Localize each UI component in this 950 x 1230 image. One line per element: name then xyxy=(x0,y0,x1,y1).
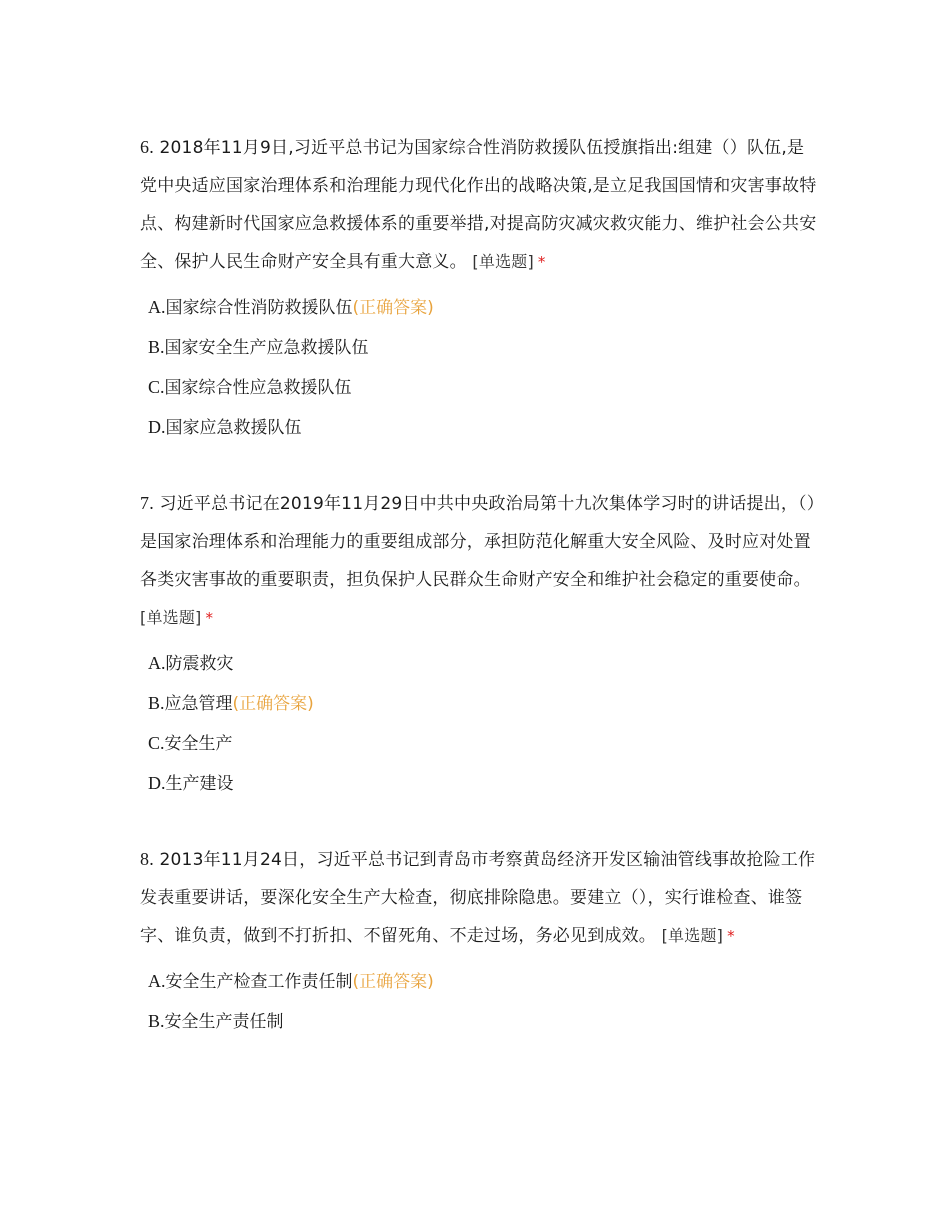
option-text: 安全生产检查工作责任制 xyxy=(165,972,353,992)
option-a xyxy=(148,643,820,683)
option-b xyxy=(148,1001,820,1041)
option-text: 国家综合性应急救援队伍 xyxy=(164,378,352,398)
option-letter: B. xyxy=(148,693,165,713)
option-a xyxy=(148,287,820,327)
option-text: 安全生产责任制 xyxy=(164,1012,284,1032)
option-list xyxy=(148,961,820,1041)
option-text: 国家综合性消防救援队伍 xyxy=(165,298,353,318)
option-text: 安全生产 xyxy=(164,734,233,754)
question-number: 6. xyxy=(140,137,154,157)
option-letter: A. xyxy=(148,297,166,317)
question-stem xyxy=(140,484,820,637)
option-letter: A. xyxy=(148,653,166,673)
option-letter: B. xyxy=(148,1011,165,1031)
option-d xyxy=(148,407,820,447)
correct-answer-label: (正确答案) xyxy=(352,298,434,318)
option-text: 国家安全生产应急救援队伍 xyxy=(164,338,369,358)
option-a xyxy=(148,961,820,1001)
option-text: 生产建设 xyxy=(165,774,234,794)
question-type-label: [单选题] xyxy=(140,608,202,627)
option-letter: D. xyxy=(148,417,166,437)
option-letter: C. xyxy=(148,377,165,397)
option-list xyxy=(148,643,820,803)
correct-answer-label: (正确答案) xyxy=(232,694,314,714)
option-letter: B. xyxy=(148,337,165,357)
option-text: 防震救灾 xyxy=(165,654,234,674)
option-d xyxy=(148,763,820,803)
question-type-label: [单选题] xyxy=(472,252,534,271)
question-text: 习近平总书记在2019年11月29日中共中央政治局第十九次集体学习时的讲话提出，（）是国家治理体系和治理能力的重要组成部分，承担防范化解重大安全风险、及时应对处置各类灾害事故的重要职责，担负保护人民群众生命财产安全和维护社会稳定的重要使命。 xyxy=(140,494,816,590)
question-type-label: [单选题] xyxy=(661,926,724,945)
question-stem xyxy=(140,128,820,281)
option-letter: C. xyxy=(148,733,165,753)
option-text: 国家应急救援队伍 xyxy=(165,418,302,438)
option-b xyxy=(148,327,820,367)
correct-answer-label: (正确答案) xyxy=(352,972,434,992)
option-text: 应急管理 xyxy=(164,694,233,714)
option-c xyxy=(148,367,820,407)
question-8 xyxy=(140,840,820,1041)
option-letter: D. xyxy=(148,773,166,793)
question-6 xyxy=(140,128,820,447)
question-number: 8. xyxy=(140,849,154,869)
question-text: 2018年11月9日,习近平总书记为国家综合性消防救援队伍授旗指出:组建（）队伍,是党中央适应国家治理体系和治理能力现代化作出的战略决策,是立足我国国情和灾害事故特点、构建新时代国家应急救援体系的重要举措,对提高防灾减灾救灾能力、维护社会公共安全、保护人民生命财产安全具有重大意义。 xyxy=(140,138,817,272)
option-letter: A. xyxy=(148,971,166,991)
question-number: 7. xyxy=(140,493,154,513)
required-asterisk: * xyxy=(537,253,546,271)
question-7 xyxy=(140,484,820,803)
option-c xyxy=(148,723,820,763)
question-text: 2013年11月24日，习近平总书记到青岛市考察黄岛经济开发区输油管线事故抢险工作发表重要讲话，要深化安全生产大检查，彻底排除隐患。要建立（），实行谁检查、谁签字、谁负责，做到不打折扣、不留死角、不走过场，务必见到成效。 xyxy=(140,850,816,946)
required-asterisk: * xyxy=(205,609,214,627)
required-asterisk: * xyxy=(727,927,735,945)
option-list xyxy=(148,287,820,447)
question-stem xyxy=(140,840,820,955)
option-b xyxy=(148,683,820,723)
